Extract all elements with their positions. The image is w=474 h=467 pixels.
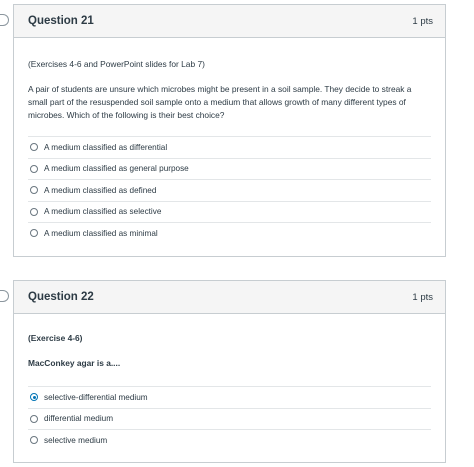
question-title: Question 22 [28, 291, 94, 303]
answer-option[interactable] [28, 408, 431, 430]
answer-option[interactable] [28, 158, 431, 180]
answer-label: A medium classified as defined [44, 185, 157, 195]
question-points: 1 pts [412, 15, 433, 27]
question-text: A pair of students are unsure which microbes might be present in a soil sample. They decide to streak a small part of the resuspended soil sample onto a medium that allows growth of many different types of microbes. Which of the following is their best choice? [28, 84, 412, 120]
radio-button[interactable] [30, 208, 38, 216]
answer-label: A medium classified as general purpose [44, 164, 189, 174]
answer-label: A medium classified as minimal [44, 228, 158, 238]
question-header [14, 5, 445, 38]
answer-label: A medium classified as differential [44, 142, 168, 152]
question-card-22 [13, 280, 446, 463]
answer-option[interactable] [28, 386, 431, 408]
answer-option[interactable] [28, 179, 431, 201]
answer-option[interactable] [28, 429, 431, 451]
question-header [14, 281, 445, 314]
radio-button[interactable] [30, 165, 38, 173]
answer-label: differential medium [44, 414, 114, 424]
question-flag-icon[interactable] [0, 290, 9, 302]
answer-list [28, 136, 431, 244]
answer-label: A medium classified as selective [44, 207, 162, 217]
question-text: MacConkey agar is a.... [28, 358, 121, 368]
radio-button[interactable] [30, 229, 38, 237]
question-flag-icon[interactable] [0, 14, 9, 26]
answer-label: selective medium [44, 435, 108, 445]
answer-list [28, 386, 431, 451]
question-reference: (Exercises 4-6 and PowerPoint slides for Lab 7) [28, 59, 205, 69]
answer-option[interactable] [28, 136, 431, 158]
question-title: Question 21 [28, 15, 94, 27]
radio-button[interactable] [30, 415, 38, 423]
answer-option[interactable] [28, 222, 431, 244]
radio-button[interactable] [30, 436, 38, 444]
question-card-21 [13, 4, 446, 257]
question-reference: (Exercise 4-6) [28, 333, 83, 343]
answer-label: selective-differential medium [44, 392, 148, 402]
question-body [14, 38, 445, 244]
radio-button[interactable] [30, 143, 38, 151]
question-points: 1 pts [412, 291, 433, 303]
answer-option[interactable] [28, 201, 431, 223]
radio-button-selected[interactable] [30, 393, 38, 401]
radio-button[interactable] [30, 186, 38, 194]
question-body [14, 314, 445, 451]
